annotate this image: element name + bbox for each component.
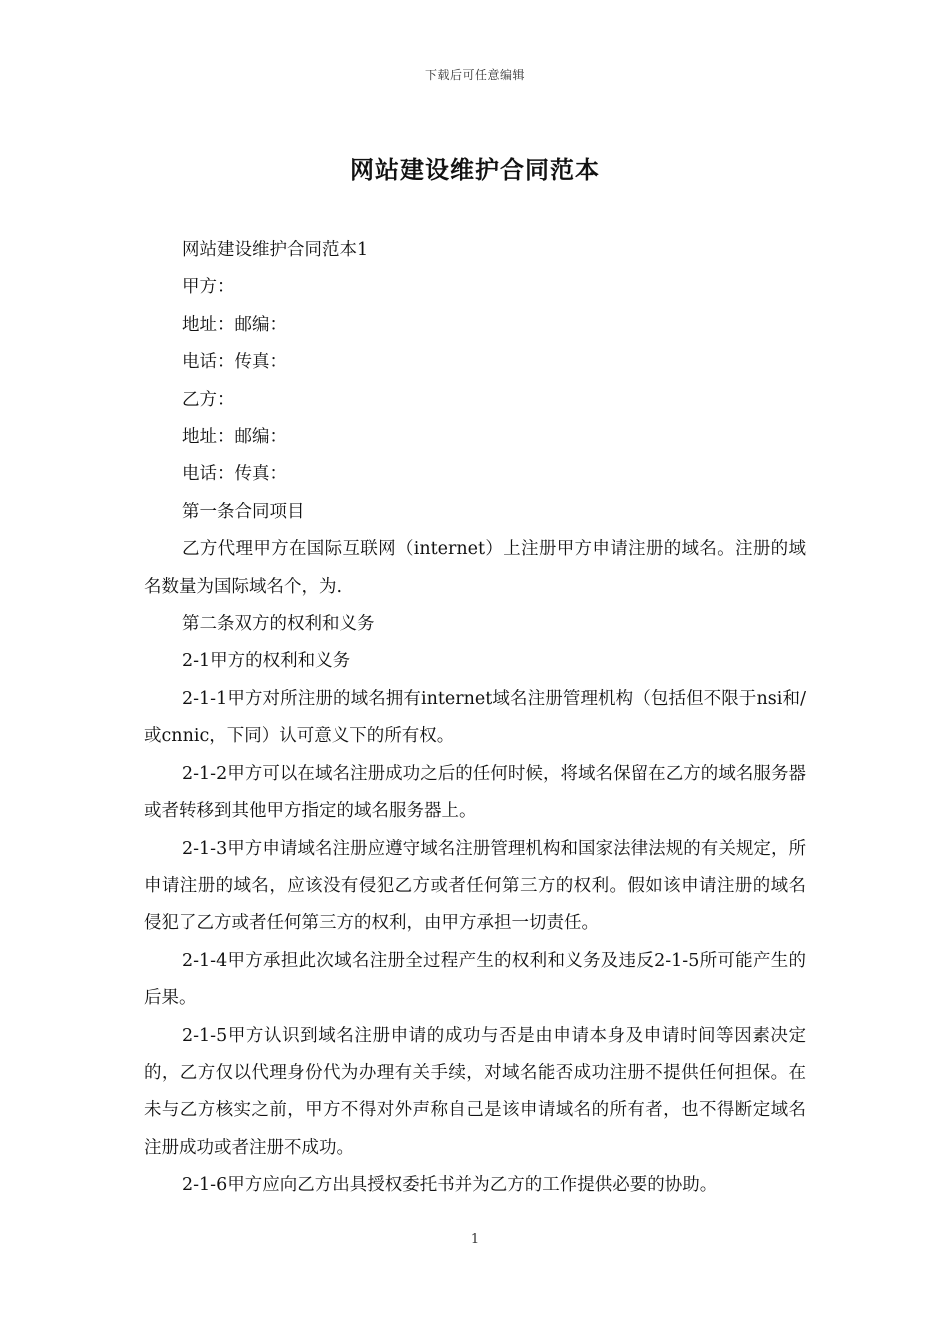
paragraph: 第二条双方的权利和义务 (182, 614, 375, 635)
paragraph: 地址：邮编： (182, 314, 287, 335)
paragraph: 电话：传真： (182, 464, 287, 485)
header-note: 下载后可任意编辑 (424, 68, 525, 82)
page-number: 1 (470, 1232, 480, 1247)
paragraph: 甲方： (182, 277, 235, 298)
document-body (144, 232, 806, 1205)
paragraph: 2-1-2甲方可以在域名注册成功之后的任何时候，将域名保留在乙方的域名服务器或者转移到其他甲方指定的域名服务器上。 (144, 763, 806, 822)
paragraph: 2-1-6甲方应向乙方出具授权委托书并为乙方的工作提供必要的协助。 (182, 1175, 718, 1196)
paragraph: 乙方代理甲方在国际互联网（internet）上注册甲方申请注册的域名。注册的域名数量为国际域名个，为. (144, 539, 806, 597)
paragraph: 2-1-5甲方认识到域名注册申请的成功与否是由申请本身及申请时间等因素决定的，乙方仅以代理身份代为办理有关手续，对域名能否成功注册不提供任何担保。在未与乙方核实之前，甲方不得对外声称自己是该申请域名的所有者，也不得断定域名注册成功或者注册不成功。 (144, 1025, 806, 1158)
paragraph: 乙方： (182, 389, 235, 410)
paragraph: 2-1-1甲方对所注册的域名拥有internet域名注册管理机构（包括但不限于nsi和/或cnnic，下同）认可意义下的所有权。 (144, 688, 806, 747)
paragraph: 第一条合同项目 (182, 501, 305, 522)
paragraph: 电话：传真： (182, 352, 287, 373)
paragraph: 地址：邮编： (182, 427, 287, 448)
paragraph: 2-1甲方的权利和义务 (182, 651, 351, 672)
paragraph: 2-1-4甲方承担此次域名注册全过程产生的权利和义务及违反2-1-5所可能产生的后果。 (144, 950, 806, 1009)
paragraph: 网站建设维护合同范本1 (182, 240, 369, 260)
paragraph: 2-1-3甲方申请域名注册应遵守域名注册管理机构和国家法律法规的有关规定，所申请注册的域名，应该没有侵犯乙方或者任何第三方的权利。假如该申请注册的域名侵犯了乙方或者任何第三方的权利，由甲方承担一切责任。 (144, 838, 806, 934)
document-title: 网站建设维护合同范本 (350, 155, 600, 184)
